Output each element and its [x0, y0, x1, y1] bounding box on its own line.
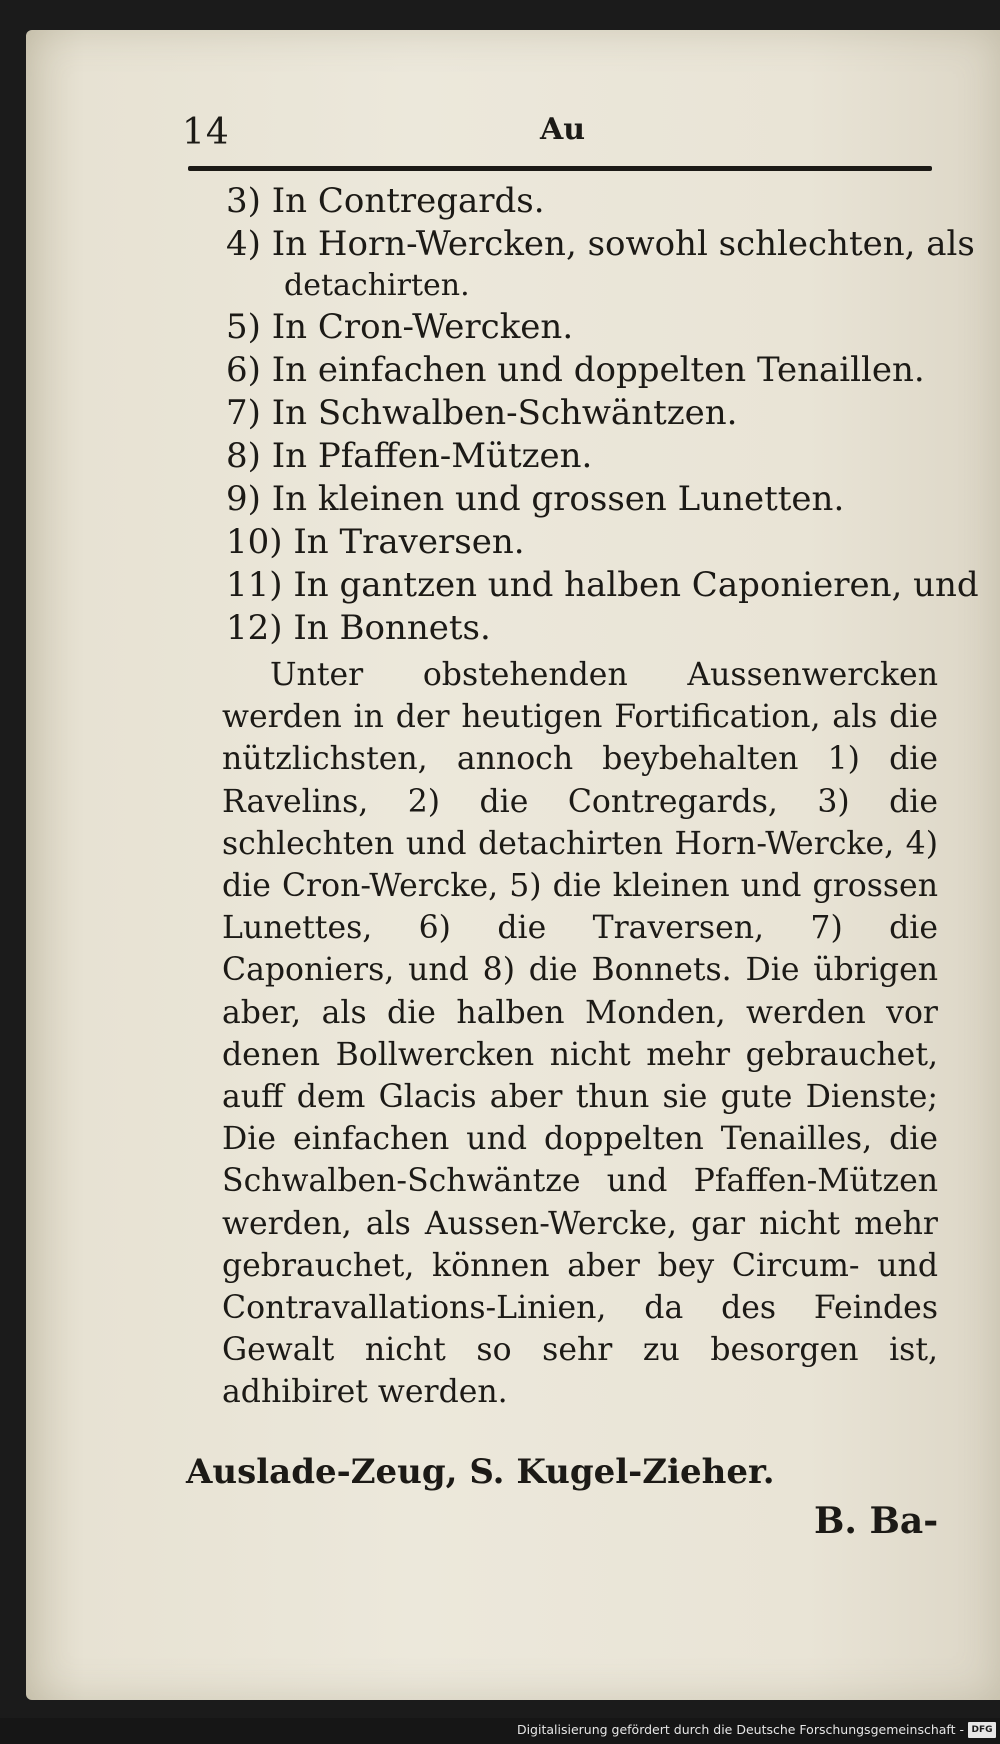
dfg-logo-icon: DFG	[968, 1722, 996, 1738]
running-head-title: Au	[540, 112, 586, 147]
catchword: B. Ba-	[814, 1500, 939, 1542]
list-item-continuation: detachirten.	[284, 268, 470, 303]
dictionary-entry: Auslade-Zeug, S. Kugel-Zieher.	[186, 1452, 775, 1492]
list-item: 5) In Cron-Wercken.	[226, 307, 574, 347]
list-item: 6) In einfachen und doppelten Tenaillen.	[226, 350, 925, 390]
page-number: 14	[182, 112, 230, 153]
funding-credit: Digitalisierung gefördert durch die Deutsche Forschungsgemeinschaft -	[516, 1722, 964, 1737]
list-item: 10) In Traversen.	[226, 522, 525, 562]
list-item: 7) In Schwalben-Schwäntzen.	[226, 393, 738, 433]
header-rule	[188, 166, 932, 171]
list-item: 9) In kleinen und grossen Lunetten.	[226, 479, 845, 519]
list-item: 12) In Bonnets.	[226, 608, 491, 648]
footer-bar	[0, 1718, 1000, 1744]
outwork-list	[226, 180, 979, 650]
list-item: 4) In Horn-Wercken, sowohl schlechten, als detachirten.	[226, 223, 936, 306]
list-item: 8) In Pfaffen-Mützen.	[226, 436, 593, 476]
running-head	[0, 112, 1000, 162]
list-item: 11) In gantzen und halben Caponieren, und	[226, 565, 979, 605]
body-paragraph: Unter obstehenden Aussenwercken werden in der heutigen Fortification, als die nützlichsten, annoch beybehalten 1) die Ravelins, 2) die Contregards, 3) die schlechten und detachirten Horn-Wercke, 4) die Cron-Wercke, 5) die kleinen und grossen Lunettes, 6) die Traversen, 7) die Caponiers, und 8) die Bonnets. Die übrigen aber, als die halben Monden, werden vor denen Bollwercken nicht mehr gebrauchet, auff dem Glacis aber thun sie gute Dienste; Die einfachen und doppelten Tenailles, die Schwalben-Schwäntze und Pfaffen-Mützen werden, als Aussen-Wercke, gar nicht mehr gebrauchet, können aber bey Circum- und Contravallations-Linien, da des Feindes Gewalt nicht so sehr zu besorgen ist, adhibiret werden.	[222, 657, 938, 1411]
list-item: 3) In Contregards.	[226, 181, 545, 221]
